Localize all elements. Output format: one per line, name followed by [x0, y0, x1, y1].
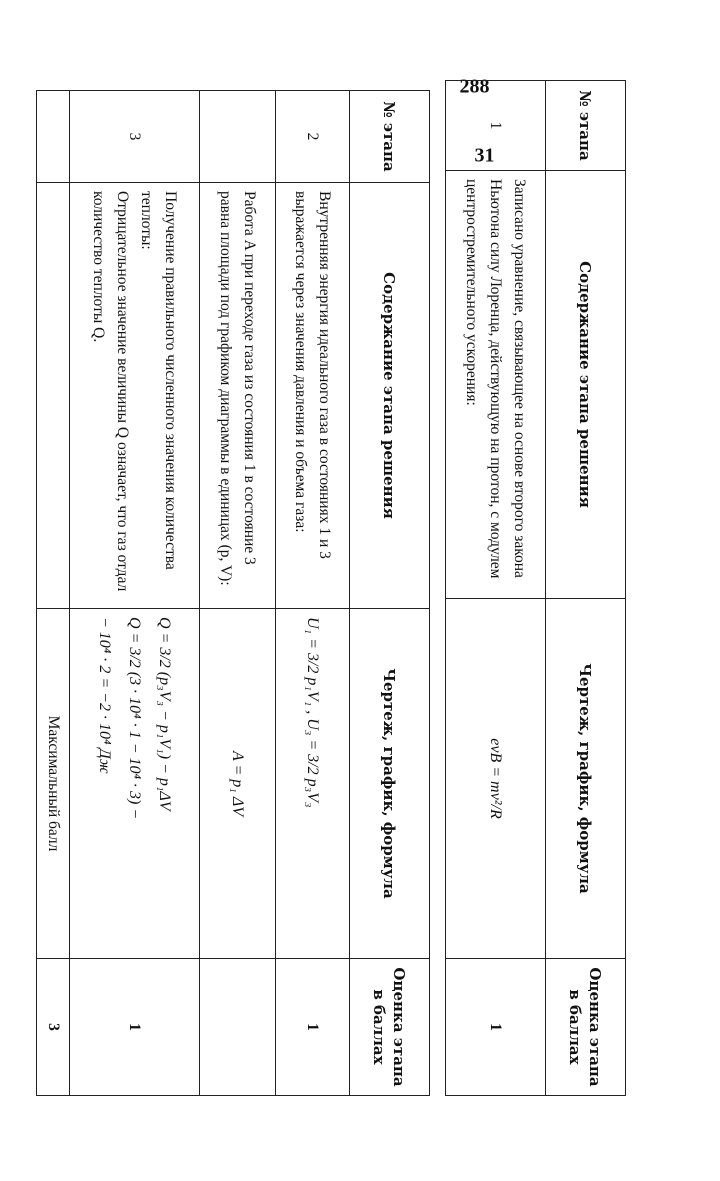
table2-row-1: [446, 81, 546, 1096]
stage-number: [200, 91, 276, 183]
stage-content: Внутренняя энергия идеального газа в состояниях 1 и 3 выражается через значения давления и объема газа:: [276, 183, 350, 609]
stage-score: 1: [276, 959, 350, 1096]
table1-row-3: [70, 91, 200, 1096]
table1-header-content: Содержание этапа решения: [350, 183, 430, 609]
table1-header-formula: Чертеж, график, формула: [350, 609, 430, 959]
stage-number: 1: [446, 81, 546, 171]
max-score-label: Максимальный балл: [37, 609, 70, 959]
stage-content-line-2: Отрицательное значение величины Q означает, что газ отдал количество теплоты Q.: [90, 191, 132, 592]
table1-header-score: Оценка этапа в баллах: [350, 959, 430, 1096]
table2-header-formula: Чертеж, график, формула: [546, 599, 626, 959]
stage-formula: A = p₁ ΔV: [200, 609, 276, 959]
table1-max-row: [37, 91, 70, 1096]
table2-header-row: [546, 81, 626, 1096]
stage-content: [70, 183, 200, 609]
empty-cell: [37, 183, 70, 609]
table1-header-stage: № этапа: [350, 91, 430, 183]
stage-score: 1: [446, 959, 546, 1096]
stage-formula: [70, 609, 200, 959]
stage-score: 1: [70, 959, 200, 1096]
solution-table-2: [445, 80, 626, 1096]
stage-content-line-1: Получение правильного численного значения количества теплоты:: [138, 191, 180, 570]
formula-line-3: − 10⁴ · 2 = −2 · 10⁴ Дж: [96, 617, 114, 774]
solution-table-1: [36, 90, 430, 1096]
stage-formula: evB = mv²/R: [446, 599, 546, 959]
table2-header-content: Содержание этапа решения: [546, 171, 626, 599]
table2-header-score: Оценка этапа в баллах: [546, 959, 626, 1096]
stage-content: Работа A при переходе газа из состояния 1 в состояние 3 равна площади под графиком диаграммы в единицах (p, V):: [200, 183, 276, 609]
stage-number: 3: [70, 91, 200, 183]
table1-header-row: [350, 91, 430, 1096]
formula-line-1: Q = 3/2 (p₃V₃ − p₁V₁) − p₁ΔV: [156, 617, 174, 811]
section-number: 31: [474, 144, 495, 167]
max-score-value: 3: [37, 959, 70, 1096]
stage-formula: U₁ = 3/2 p₁V₁ , U₃ = 3/2 p₃V₃: [276, 609, 350, 959]
table1-row-2a: [276, 91, 350, 1096]
stage-number: 2: [276, 91, 350, 183]
empty-cell: [37, 91, 70, 183]
stage-content: Записано уравнение, связывающее на основе второго закона Ньютона силу Лоренца, действующую на протон, с модулем центростремительного ускорения:: [446, 171, 546, 599]
stage-score: [200, 959, 276, 1096]
table1-row-2b: [200, 91, 276, 1096]
formula-line-2: Q = 3/2 (3 · 10⁴ · 1 − 10⁴ · 3) −: [126, 617, 144, 820]
table2-header-stage: № этапа: [546, 81, 626, 171]
page-number: 288: [459, 75, 490, 98]
